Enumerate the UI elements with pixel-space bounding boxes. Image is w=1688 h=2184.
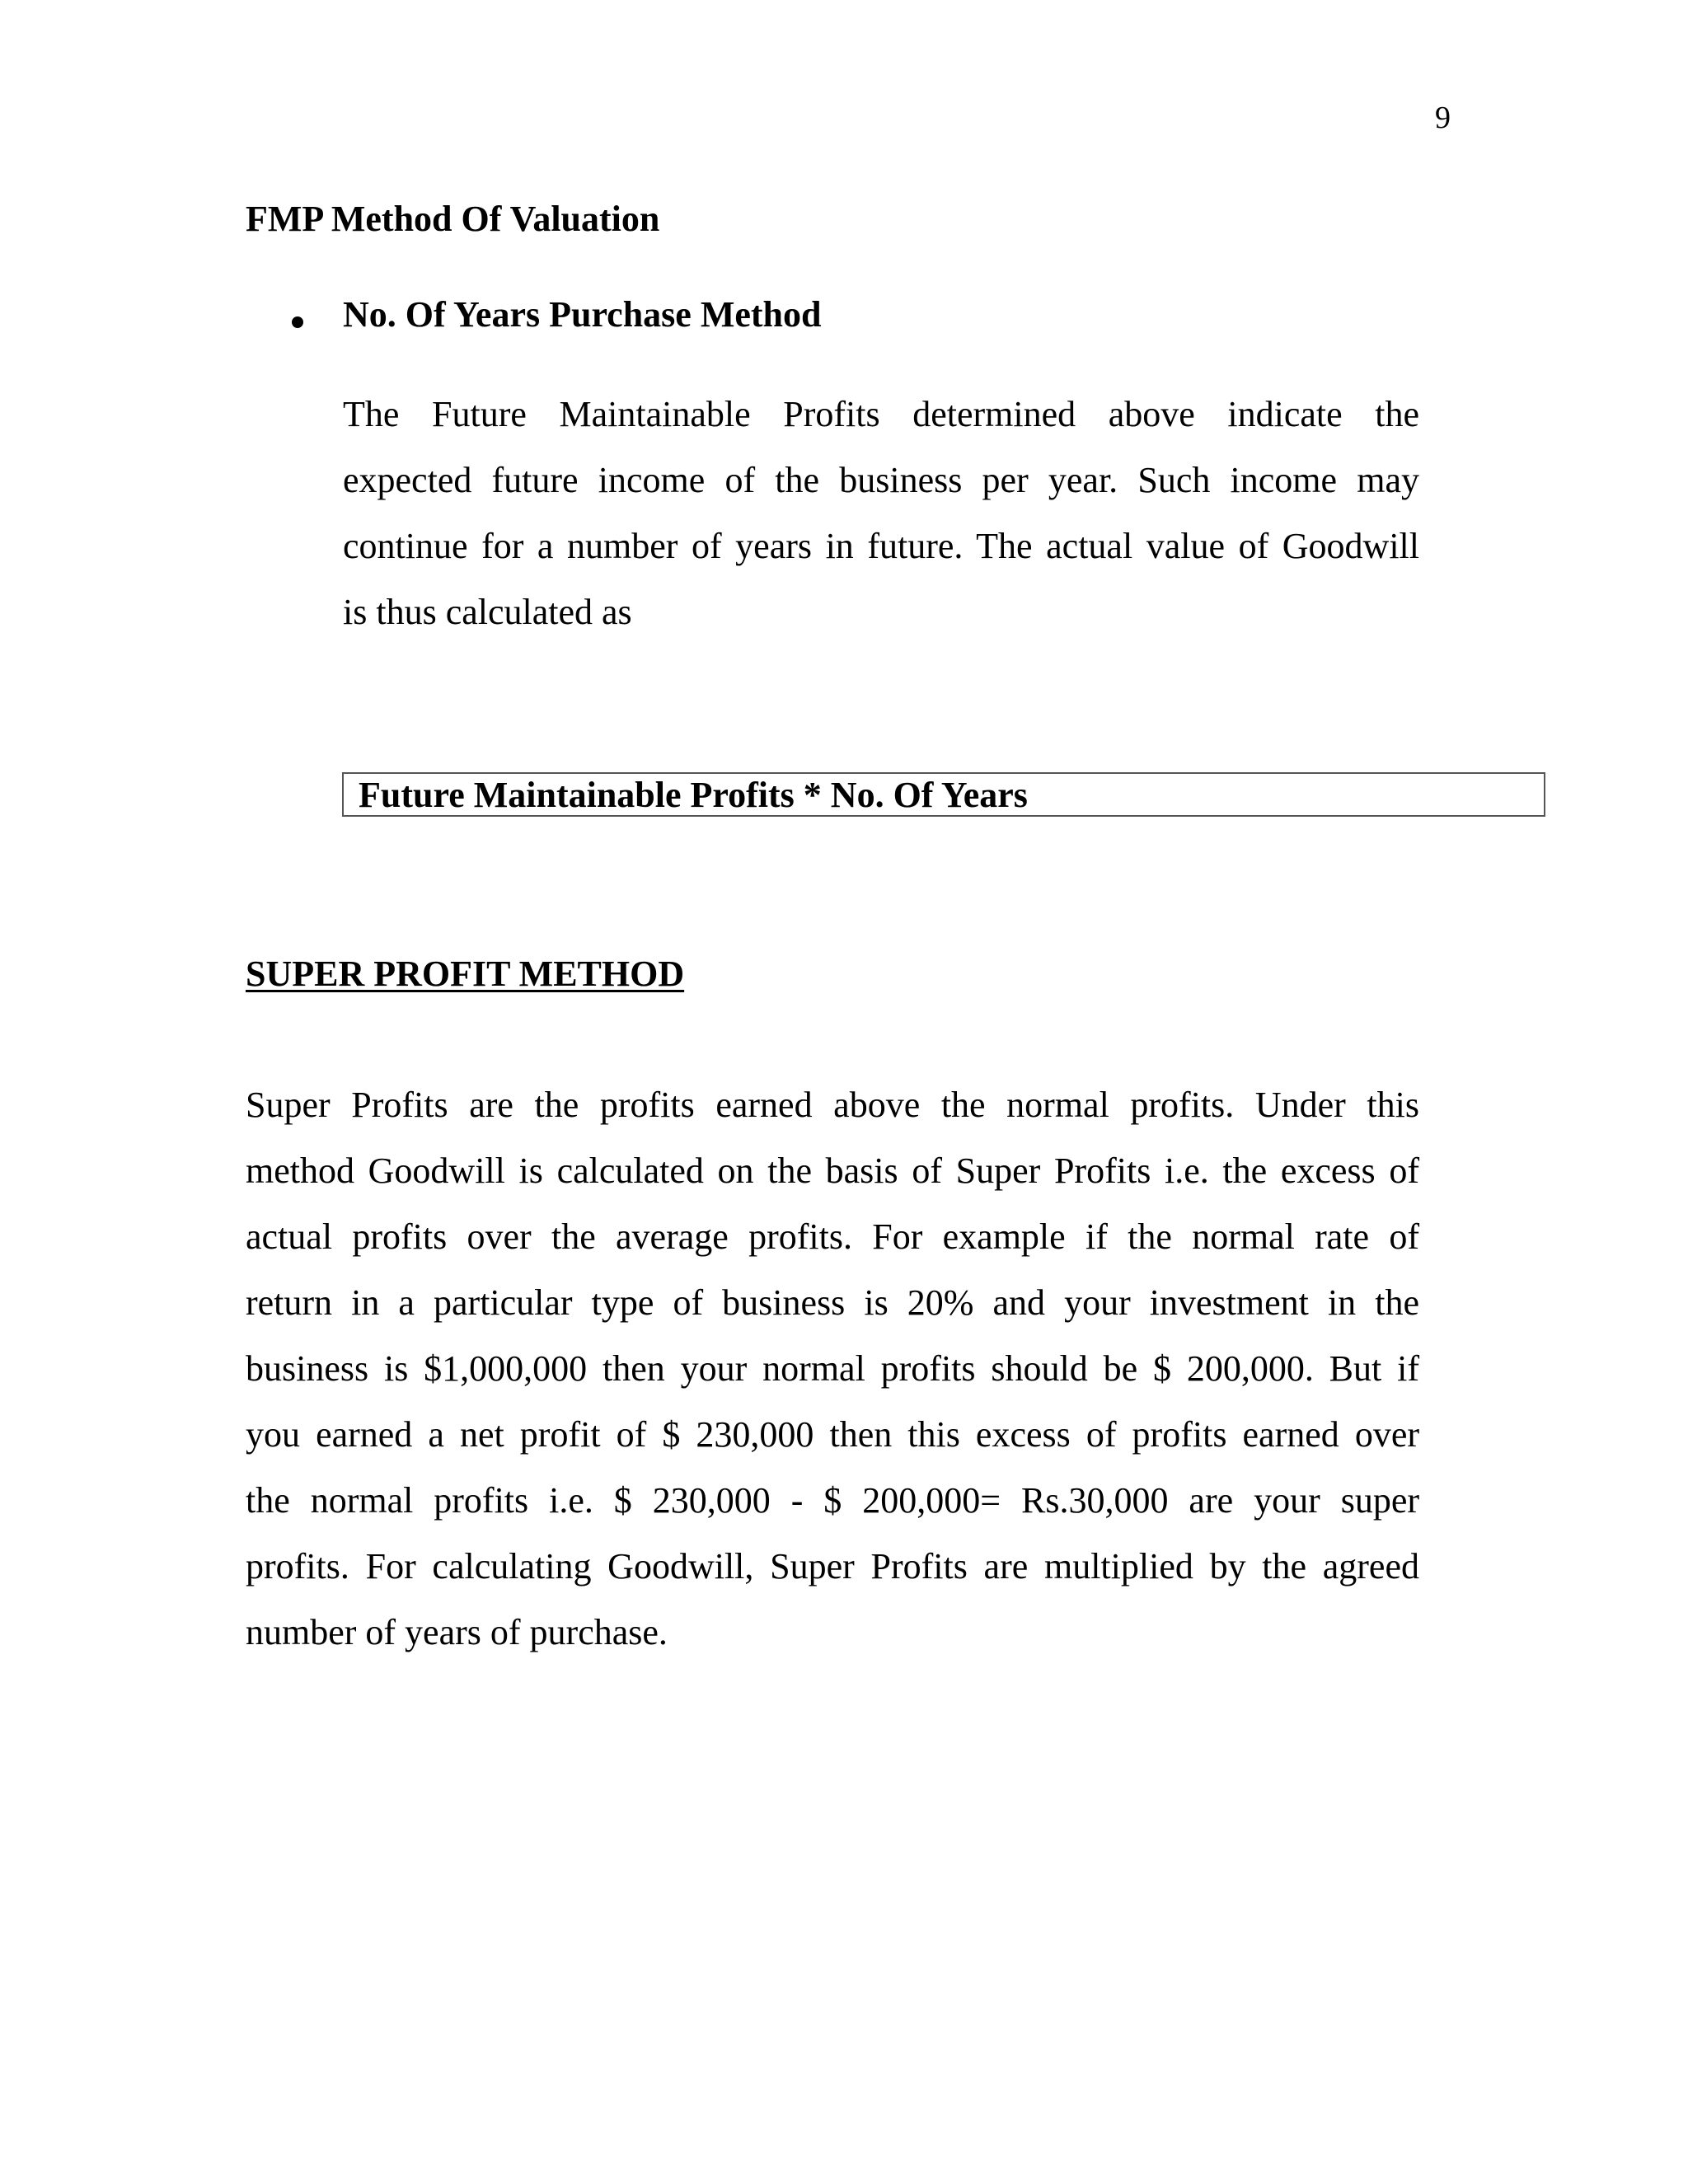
paragraph-line: the normal profits i.e. $ 230,000 - $ 200,000= Rs.30,000 are your super xyxy=(246,1480,1419,1521)
paragraph-line: is thus calculated as xyxy=(343,592,632,632)
paragraph-line: business is $1,000,000 then your normal profits should be $ 200,000. But if xyxy=(246,1348,1419,1389)
bullet-icon xyxy=(292,316,303,328)
paragraph-line: profits. For calculating Goodwill, Super Profits are multiplied by the agreed xyxy=(246,1546,1419,1586)
formula-box: Future Maintainable Profits * No. Of Years xyxy=(342,772,1545,817)
fmp-section-heading: FMP Method Of Valuation xyxy=(246,199,660,239)
paragraph-line: return in a particular type of business is 20% and your investment in the xyxy=(246,1282,1419,1323)
super-profit-heading: SUPER PROFIT METHOD xyxy=(246,954,685,994)
super-profit-paragraph xyxy=(246,1072,1419,1666)
paragraph-line: actual profits over the average profits. For example if the normal rate of xyxy=(246,1216,1419,1257)
bullet-item-label: No. Of Years Purchase Method xyxy=(343,294,822,335)
paragraph-line: The Future Maintainable Profits determined above indicate the xyxy=(343,394,1419,434)
paragraph-line: Super Profits are the profits earned above the normal profits. Under this xyxy=(246,1085,1419,1125)
paragraph-line: number of years of purchase. xyxy=(246,1612,668,1652)
paragraph-line: method Goodwill is calculated on the basis of Super Profits i.e. the excess of xyxy=(246,1151,1419,1191)
paragraph-line: expected future income of the business per year. Such income may xyxy=(343,460,1419,500)
fmp-paragraph xyxy=(343,382,1419,645)
paragraph-line: you earned a net profit of $ 230,000 then this excess of profits earned over xyxy=(246,1414,1419,1455)
paragraph-line: continue for a number of years in future. The actual value of Goodwill xyxy=(343,526,1419,566)
page-number: 9 xyxy=(1435,101,1451,135)
